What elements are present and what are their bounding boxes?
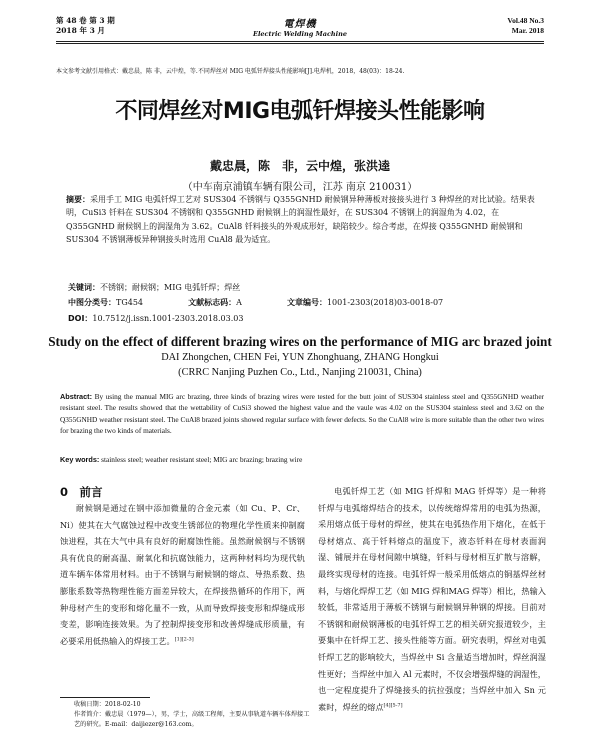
volume-cn: 第 48 卷 第 3 期 [56,16,115,25]
journal-name-cn: 電焊機 [283,19,317,30]
right-column-text: 电弧钎焊工艺（如 MIG 钎焊和 MAG 钎焊等）是一种将钎焊与电弧熔焊结合的技术，以传统熔焊常用的电弧为热源，采用熔点低于母材的焊丝，使其在电弧热作用下熔化，在低于母材熔点、高于钎料熔点的温度下，液态钎料在母材表面润湿、铺展并在母材间隙中填缝，钎料与母材相互扩散与溶解，最终实现母材的连接。电弧钎焊一般采用低熔点的铜基焊丝材料，与熔化焊焊工艺（如 MIG 焊和MAG 焊等）相比，热输入较低，非常适用于薄板不锈钢与耐候钢异种钢的焊接。目前对不锈钢和耐候钢薄板的电弧钎焊工艺的相关研究报道较少，主要集中在钎焊工艺、接头性能等方面。研究表明，焊丝对电弧钎焊工艺的影响较大，当焊丝中 Si 含量适当增加时，焊丝润湿性更好；当焊丝中加入 Al 元素时，不仅会增强焊缝的润湿性，也一定程度提升了焊缝接头的抗拉强度；当焊丝中加入 Sn 元素时，焊丝的熔点 [318,486,546,712]
doi-line [68,313,243,324]
abstract-en [60,391,544,436]
left-column-text: 耐候钢是通过在钢中添加微量的合金元素（如 Cu、P、Cr、Ni）使其在大气腐蚀过程中改变生锈部位的物理化学性质来抑制腐蚀进程，其在大气中具有良好的耐腐蚀性能。虽然耐候钢与不锈钢具有优良的耐高温、耐氧化和抗腐蚀能力，这两种材料均为现代轨道车辆车体常用材料。由于不锈钢与耐候钢的熔点、导热系数、热膨胀系数等热物理性能方面差异较大，在焊接热循环的作用下，两种母材产生的变形和熔化量不一致，从而导致焊接变形和焊缝成形变差，影响连接效果。为了控制焊接变形和改善焊缝成形质量，有必要采用低热输入的焊接工艺。 [60,503,305,646]
abstract-en-label: Abstract: [60,392,93,401]
right-citation-1: [4] [383,701,391,708]
doi-label: DOI： [68,314,93,323]
doc-code-label: 文献标志码： [188,298,237,307]
keywords-en-label: Key words: [60,455,100,464]
footnote-author: 作者简介：戴忠晨（1979—），男，学士，高级工程师，主要从事轨道车辆车体焊接工艺的研究。E-mail：daijiezer@163.com。 [74,711,310,728]
classification-line [68,297,443,308]
keywords-cn [68,282,240,293]
article-no-label: 文章编号： [286,298,327,307]
authors-cn: 戴忠晨，陈 非，云中煌，张洪逵 [209,159,390,173]
keywords-cn-label: 关键词： [68,283,100,292]
clc-label: 中图分类号： [68,298,116,307]
doc-code-value: A [236,298,242,307]
body-column-right [318,483,546,715]
date-en: Mar. 2018 [511,26,544,35]
paper-title-en: Study on the effect of different brazing wires on the performance of MIG arc brazed joint [48,334,552,349]
running-header [56,10,544,38]
left-citation-1: [1] [174,636,182,643]
abstract-cn [66,193,536,247]
paper-title-cn: 不同焊丝对MIG电弧钎焊接头性能影响 [115,99,485,124]
right-citation-2: [5-7] [390,701,403,708]
date-cn: 2018 年 3 月 [56,26,105,35]
keywords-en-text: stainless steel; weather resistant steel; MIG arc brazing; brazing wire [101,455,303,464]
journal-name-en: Electric Welding Machine [253,30,347,38]
header-rule-thin [56,43,544,44]
left-citation-2: [2-3] [181,636,194,643]
keywords-en [60,455,544,464]
body-column-left [60,500,305,649]
footnote-rule [60,697,150,698]
abstract-cn-text: 采用手工 MIG 电弧钎焊工艺对 SUS304 不锈钢与 Q355GNHD 耐候钢异种薄板对接接头进行 3 种焊丝的对比试验。结果表明，CuSi3 钎料在 SUS304 不锈钢和 Q355GNHD 耐候钢上的润湿性最好，在 SUS304 不锈钢上的润湿角为 4.02，在 Q355GNHD 耐候钢上的润湿角为 3.62。CuAl8 钎料接头的外观成形好，缺陷较少。综合考虑，在焊接 Q355GNHD 耐候钢和 SUS304 不锈钢薄板异种钢接头时选用 CuAl8 最为适宜。 [66,195,535,245]
authors-en: DAI Zhongchen, CHEN Fei, YUN Zhonghuang, ZHANG Hongkui [161,352,439,363]
article-no-value: 1001-2303(2018)03-0018-07 [326,298,444,307]
doi-value: 10.7512/j.issn.1001-2303.2018.03.03 [92,314,244,323]
section-heading-introduction: 0 前言 [60,485,103,499]
header-rule [56,41,544,42]
footnote-received: 收稿日期：2018-02-10 [74,701,141,708]
abstract-cn-label: 摘要： [66,195,90,204]
citation-format: 本文参考文献引用格式：戴忠晨，陈 非，云中煌，等.不同焊丝对 MIG 电弧钎焊接头性能影响[J].电焊机，2018，48(03)：18-24. [56,68,405,75]
clc-value: TG454 [116,298,143,307]
volume-en: Vol.48 No.3 [507,16,544,25]
affiliation-cn: （中车南京浦镇车辆有限公司，江苏 南京 210031） [182,182,418,193]
journal-name [56,15,544,38]
volume-issue-en [507,16,544,36]
keywords-cn-text: 不锈钢；耐候钢；MIG 电弧钎焊；焊丝 [100,283,241,292]
abstract-en-text: By using the manual MIG arc brazing, three kinds of brazing wires were tested for the butt joint of SUS304 stainless steel and Q355GNHD weather resistant steel. The results showed that the wettability of CuSi3 showed the highest value and the vaule was 4.02 on the SUS304 stainless steel and 3.62 on the Q355GNHD weather resistant steel. The CuAl8 brazed joints showed regular surface with fewer defects. So the CuAl8 wire is more suitable than the other two wires for brazing the two kinds of materials. [60,392,544,435]
affiliation-en: (CRRC Nanjing Puzhen Co., Ltd., Nanjing 210031, China) [178,367,422,378]
